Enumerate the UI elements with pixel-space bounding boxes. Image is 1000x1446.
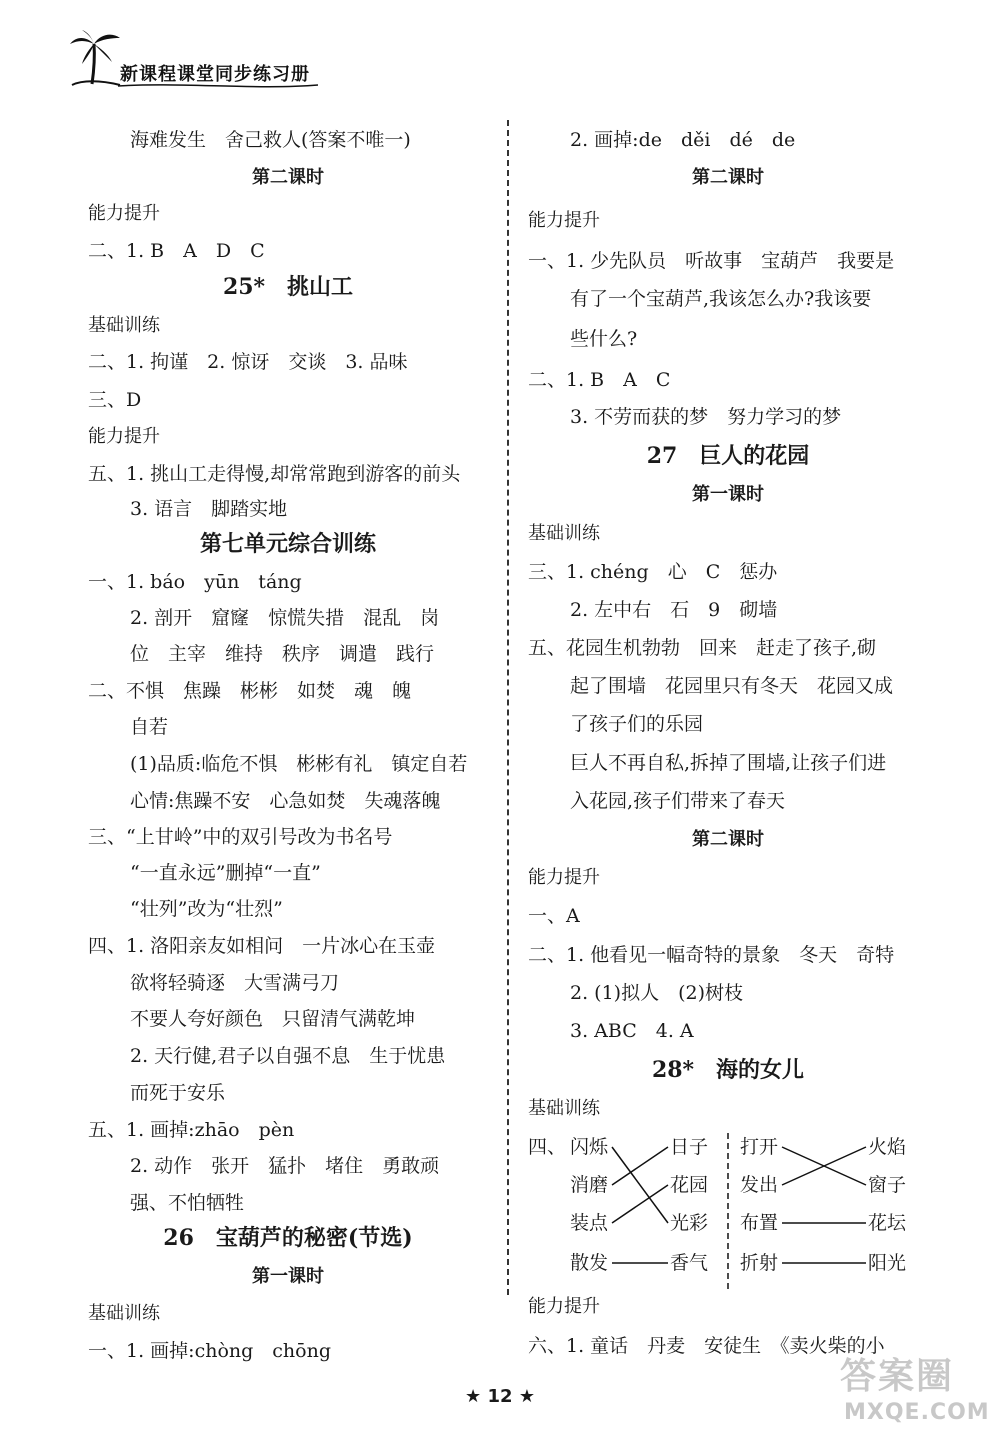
answer-line: 2. 动作 张开 猛扑 堵住 勇敢顽	[130, 1155, 440, 1177]
answer-line: 不要人夸好颜色 只留清气满乾坤	[130, 1008, 416, 1030]
answer-line: 巨人不再自私,拆掉了围墙,让孩子们进	[570, 752, 887, 774]
answer-line: 3. 语言 脚踏实地	[130, 498, 288, 520]
section-label: 能力提升	[88, 426, 160, 447]
watermark-url: MXQE.COM	[844, 1400, 990, 1425]
watermark-logo: 答案圈	[840, 1356, 955, 1397]
answer-line: 一、1. 少先队员 听故事 宝葫芦 我要是	[528, 250, 895, 272]
lesson-heading: 第一课时	[252, 1266, 324, 1287]
answer-line: 2. 画掉:de děi dé de	[570, 129, 796, 151]
lesson-title: 28* 海的女儿	[651, 1057, 805, 1083]
column-divider	[507, 120, 509, 1295]
answer-line: 三、1. chéng 心 C 惩办	[528, 561, 778, 583]
answer-line: 二、1. 拘谨 2. 惊讶 交谈 3. 品味	[88, 351, 408, 373]
answer-line: 而死于安乐	[130, 1082, 226, 1104]
answer-line: 四、1. 洛阳亲友如相问 一片冰心在玉壶	[88, 935, 436, 957]
lesson-heading: 第二课时	[692, 167, 764, 188]
lesson-title: 27 巨人的花园	[646, 443, 810, 469]
answer-line: 有了一个宝葫芦,我该怎么办?我该要	[570, 288, 872, 310]
lesson-heading: 第二课时	[252, 167, 324, 188]
match-word: 日子	[670, 1136, 709, 1158]
answer-line: 自若	[130, 716, 169, 738]
answer-line: 三、D	[88, 389, 142, 411]
answer-line: 一、A	[528, 905, 580, 927]
answer-line: 二、不惧 焦躁 彬彬 如焚 魂 魄	[88, 680, 412, 702]
question-number: 四、	[528, 1136, 567, 1158]
match-word: 火焰	[868, 1136, 907, 1158]
match-word: 布置	[740, 1212, 779, 1234]
answer-line: 三、“上甘岭”中的双引号改为书名号	[88, 826, 393, 848]
answer-line: 位 主宰 维持 秩序 调遣 践行	[130, 643, 435, 665]
answer-line: 心情:焦躁不安 心急如焚 失魂落魄	[130, 790, 441, 812]
answer-line: 入花园,孩子们带来了春天	[570, 790, 786, 812]
section-label: 基础训练	[528, 1098, 600, 1119]
lesson-heading: 第一课时	[692, 484, 764, 505]
match-word: 散发	[570, 1252, 609, 1274]
lesson-title: 25* 挑山工	[222, 274, 354, 300]
unit-title: 第七单元综合训练	[199, 531, 376, 557]
star-icon: ★	[465, 1386, 482, 1407]
section-label: 基础训练	[88, 315, 160, 336]
answer-line: 2. 天行健,君子以自强不息 生于忧患	[130, 1045, 446, 1067]
star-icon: ★	[518, 1386, 535, 1407]
answer-line: 了孩子们的乐园	[570, 713, 704, 735]
section-label: 能力提升	[528, 867, 600, 888]
answer-line: 海难发生 舍己救人(答案不唯一)	[130, 129, 411, 151]
lesson-title: 26 宝葫芦的秘密(节选)	[163, 1225, 413, 1251]
match-word: 花园	[670, 1174, 709, 1196]
answer-line: 五、1. 挑山工走得慢,却常常跑到游客的前头	[88, 463, 461, 485]
answer-line: 一、1. báo yūn táng	[88, 571, 302, 593]
watermark	[840, 1348, 990, 1438]
answer-line: 欲将轻骑逐 大雪满弓刀	[130, 972, 340, 994]
answer-line: 二、1. 他看见一幅奇特的景象 冬天 奇特	[528, 944, 895, 966]
answer-line: 五、1. 画掉:zhāo pèn	[88, 1119, 295, 1141]
title-underline	[118, 82, 318, 90]
answer-line: “壮列”改为“壮烈”	[130, 898, 283, 920]
answer-line: 3. 不劳而获的梦 努力学习的梦	[570, 406, 842, 428]
answer-line: 五、花园生机勃勃 回来 赶走了孩子,砌	[528, 637, 877, 659]
section-label: 基础训练	[88, 1303, 160, 1324]
answer-line: 起了围墙 花园里只有冬天 花园又成	[570, 675, 894, 697]
palm-tree-icon	[70, 30, 122, 86]
answer-line: 2. 左中右 石 9 砌墙	[570, 599, 778, 621]
match-word: 阳光	[868, 1252, 907, 1274]
match-word: 闪烁	[570, 1136, 609, 1158]
answer-line: 些什么?	[570, 328, 638, 350]
match-word: 打开	[740, 1136, 779, 1158]
section-label: 能力提升	[528, 210, 600, 231]
match-word: 消磨	[570, 1174, 609, 1196]
answer-line: 一、1. 画掉:chòng chōng	[88, 1340, 332, 1362]
answer-line: 3. ABC 4. A	[570, 1020, 694, 1042]
word-matching-exercise	[528, 1133, 928, 1293]
match-word: 香气	[670, 1252, 709, 1274]
page-header	[70, 30, 470, 90]
answer-line: 二、1. B A C	[528, 369, 671, 391]
answer-line: “一直永远”删掉“一直”	[130, 862, 321, 884]
answer-line: 二、1. B A D C	[88, 240, 265, 262]
section-label: 基础训练	[528, 523, 600, 544]
book-title: 新课程课堂同步练习册	[120, 64, 310, 85]
section-label: 能力提升	[528, 1296, 600, 1317]
lesson-heading: 第二课时	[692, 829, 764, 850]
match-word: 窗子	[868, 1174, 907, 1196]
match-word: 装点	[570, 1212, 609, 1234]
page-number-value: 12	[487, 1386, 513, 1407]
answer-line: 2. 剖开 窟窿 惊慌失措 混乱 岗	[130, 607, 440, 629]
answer-line: 强、不怕牺牲	[130, 1192, 245, 1214]
section-label: 能力提升	[88, 203, 160, 224]
answer-line: (1)品质:临危不惧 彬彬有礼 镇定自若	[130, 753, 468, 775]
match-word: 光彩	[670, 1212, 709, 1234]
answer-line: 2. (1)拟人 (2)树枝	[570, 982, 743, 1004]
answer-line: 六、1. 童话 丹麦 安徒生 《卖火柴的小	[528, 1335, 885, 1357]
match-word: 发出	[740, 1174, 779, 1196]
match-word: 花坛	[868, 1212, 907, 1234]
match-word: 折射	[740, 1252, 779, 1274]
